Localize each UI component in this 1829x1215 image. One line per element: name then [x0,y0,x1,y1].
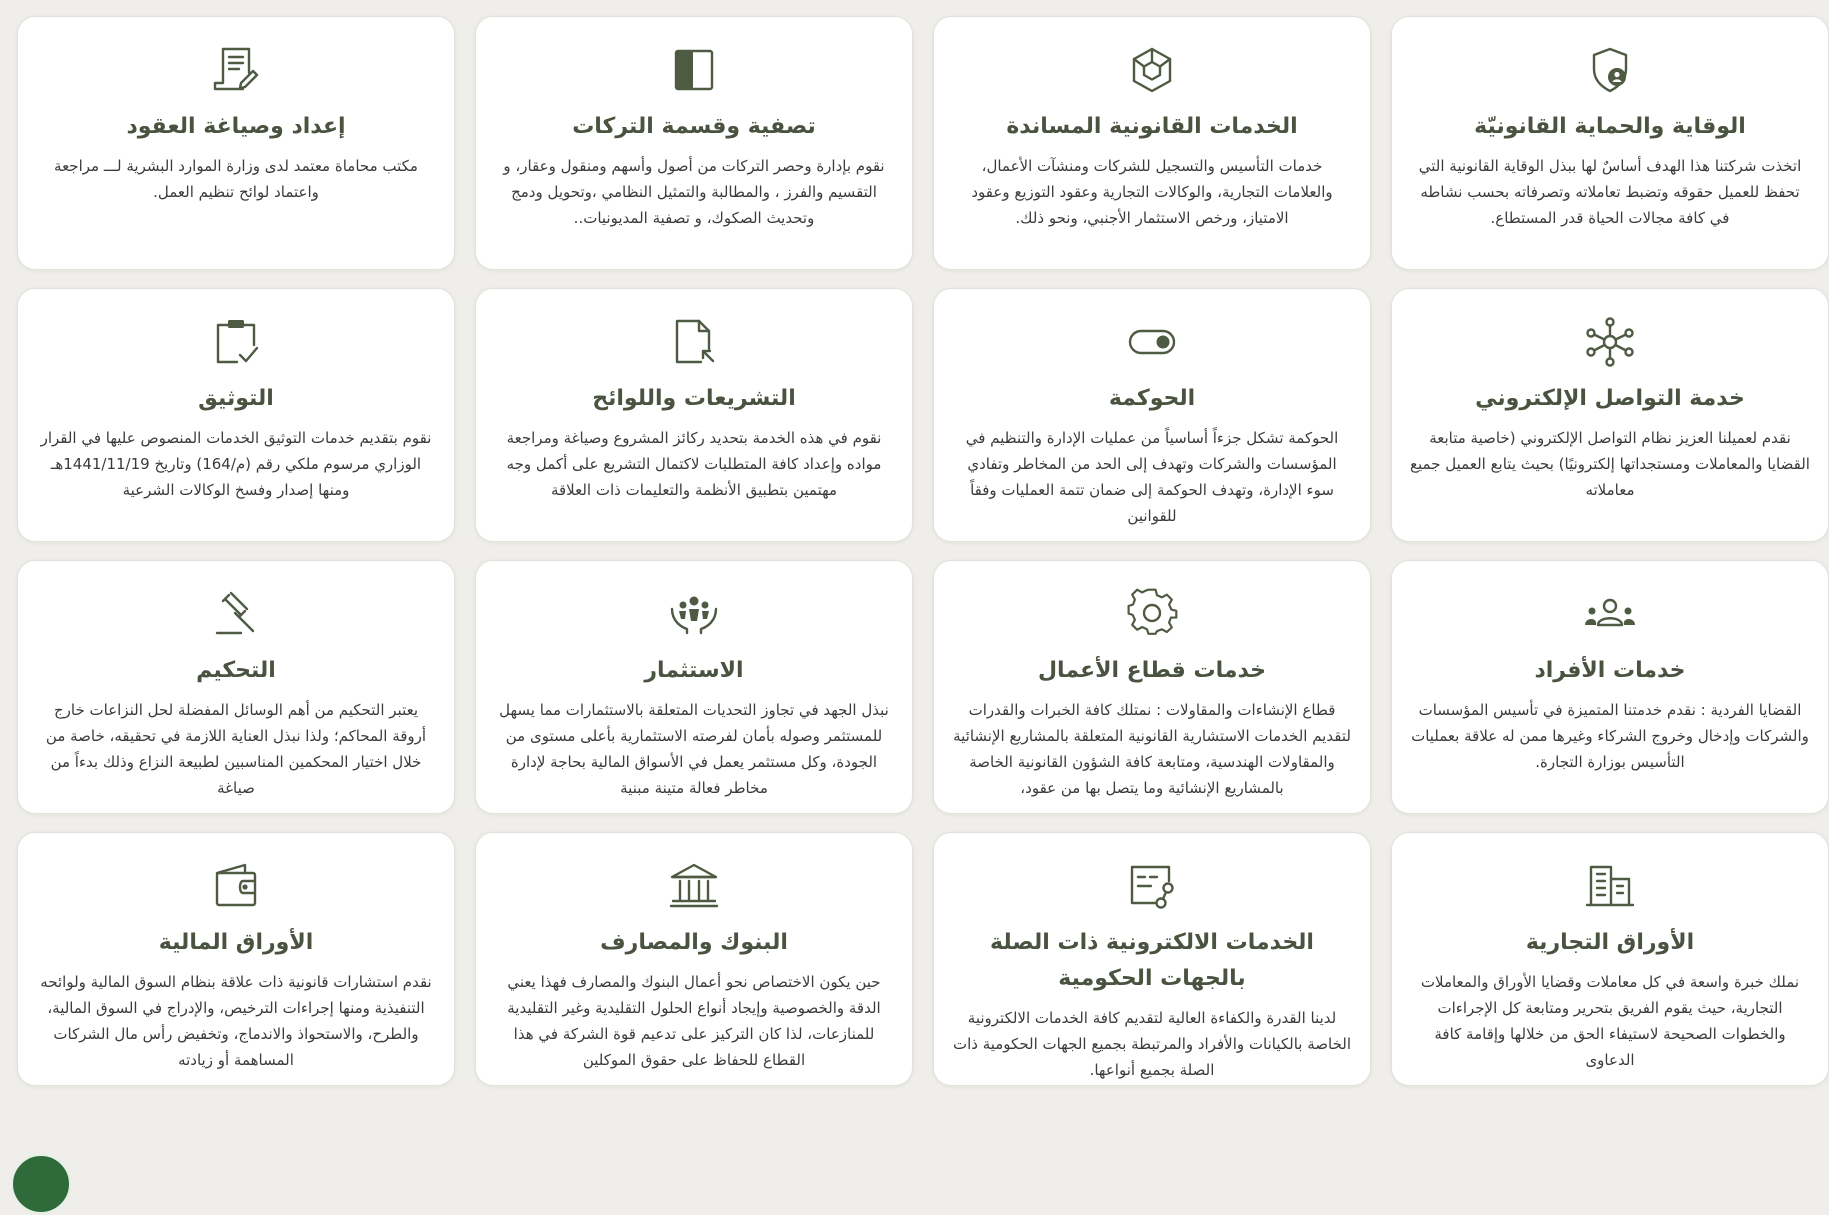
network-icon [1583,315,1637,369]
card-title: التوثيق [36,381,436,417]
card-title: التحكيم [36,653,436,689]
card-title: الأوراق المالية [36,925,436,961]
service-card-business[interactable] [933,560,1371,814]
gavel-icon [209,587,263,641]
card-description: يعتبر التحكيم من أهم الوسائل المفضلة لحل النزاعات خارج أروقة المحاكم؛ ولذا نبذل العناية اللازمة في تحقيقه، خاصة من خلال اختيار المحكمين المناسبين لطبيعة النزاع وذلك بدءاً من صياغة [36,697,436,801]
contract-pen-icon [209,43,263,97]
bank-icon [667,859,721,913]
services-grid [0,16,1829,1086]
service-card-arbitration[interactable] [17,560,455,814]
card-title: الخدمات الالكترونية ذات الصلة بالجهات الحكومية [952,925,1352,997]
flowchart-icon [1125,859,1179,913]
wallet-icon [209,859,263,913]
card-title: التشريعات واللوائح [494,381,894,417]
floating-action-button[interactable] [10,1153,72,1215]
gear-icon [1125,587,1179,641]
building-icon [1583,859,1637,913]
card-title: الحوكمة [952,381,1352,417]
people-support-icon [667,587,721,641]
card-description: نقدم لعميلنا العزيز نظام التواصل الإلكتروني (خاصية متابعة القضايا والمعاملات ومستجداتها إلكترونيًا) بحيث يتابع العميل جميع معاملاته [1410,425,1810,503]
card-description: قطاع الإنشاءات والمقاولات : نمتلك كافة الخبرات والقدرات لتقديم الخدمات الاستشارية القانونية المتعلقة بالمشاريع الإنشائية والمقاولات الهندسية، ومتابعة كافة الشؤون القانونية الخاصة بالمشاريع الإنشائية وما يتصل بها من عقود، [952,697,1352,801]
group-icon [1583,587,1637,641]
card-description: نبذل الجهد في تجاوز التحديات المتعلقة بالاستثمارات مما يسهل للمستثمر وصوله بأمان لفرصته الاستثمارية بأعلى مستوى من الجودة، وكل مستثمر يعمل في الأسواق المالية بحاجة لإدارة مخاطر فعالة متينة مبنية [494,697,894,801]
service-card-investment[interactable] [475,560,913,814]
card-description: نقدم استشارات قانونية ذات علاقة بنظام السوق المالية ولوائحه التنفيذية ومنها إجراءات الترخيص، والإدراج في السوق المالية، والطرح، والاستحواذ والاندماج، وتخفيض رأس مال الشركات المساهمة أو زيادته [36,969,436,1073]
service-card-individuals[interactable] [1391,560,1829,814]
card-description: نقوم بتقديم خدمات التوثيق الخدمات المنصوص عليها في القرار الوزاري مرسوم ملكي رقم (م/164) وتاريخ 1441/11/19هـ ومنها إصدار وفسخ الوكالات الشرعية [36,425,436,503]
card-description: مكتب محاماة معتمد لدى وزارة الموارد البشرية لـــ مراجعة واعتماد لوائح تنظيم العمل. [36,153,436,205]
service-card-legislation[interactable] [475,288,913,542]
clipboard-check-icon [209,315,263,369]
split-square-icon [667,43,721,97]
card-description: الحوكمة تشكل جزءاً أساسياً من عمليات الإدارة والتنظيم في المؤسسات والشركات وتهدف إلى الحد من المخاطر وتفادي سوء الإدارة، وتهدف الحوكمة إلى ضمان تتمة العمليات وفقاً للقوانين [952,425,1352,529]
card-title: الاستثمار [494,653,894,689]
service-card-commercial-papers[interactable] [1391,832,1829,1086]
service-card-legal-protection[interactable] [1391,16,1829,270]
card-title: خدمات قطاع الأعمال [952,653,1352,689]
card-title: خدمات الأفراد [1410,653,1810,689]
card-description: اتخذت شركتنا هذا الهدف أساسٌ لها ببذل الوقاية القانونية التي تحفظ للعميل حقوقه وتضبط تعاملاته وتصرفاته بحسب نشاطه في كافة مجالات الحياة قدر المستطاع. [1410,153,1810,231]
service-card-support-services[interactable] [933,16,1371,270]
service-card-e-communication[interactable] [1391,288,1829,542]
cube-icon [1125,43,1179,97]
file-cursor-icon [667,315,721,369]
card-description: نملك خبرة واسعة في كل معاملات وقضايا الأوراق والمعاملات التجارية، حيث يقوم الفريق بتحرير ومتابعة كل الإجراءات والخطوات الصحيحة لاستيفاء الحق من خلالها وإقامة كافة الدعاوى [1410,969,1810,1073]
card-description: لدينا القدرة والكفاءة العالية لتقديم كافة الخدمات الالكترونية الخاصة بالكيانات والأفراد والمرتبطة بجميع الجهات الحكومية ذات الصلة بجميع أنواعها. [952,1005,1352,1083]
card-title: تصفية وقسمة التركات [494,109,894,145]
service-card-gov-e-services[interactable] [933,832,1371,1086]
card-description: نقوم بإدارة وحصر التركات من أصول وأسهم ومنقول وعقار، و التقسيم والفرز ، والمطالبة والتمثيل النظامي ،وتحويل ودمج وتحديث الصكوك، و تصفية المديونيات.. [494,153,894,231]
card-title: الوقاية والحماية القانونيّة [1410,109,1810,145]
service-card-contracts[interactable] [17,16,455,270]
card-description: نقوم في هذه الخدمة بتحديد ركائز المشروع وصياغة ومراجعة مواده وإعداد كافة المتطلبات لاكتمال التشريع على أكمل وجه مهتمين بتطبيق الأنظمة والتعليمات ذات العلاقة [494,425,894,503]
toggle-icon [1125,315,1179,369]
card-title: إعداد وصياغة العقود [36,109,436,145]
card-title: البنوك والمصارف [494,925,894,961]
card-title: الأوراق التجارية [1410,925,1810,961]
shield-person-icon [1583,43,1637,97]
card-description: حين يكون الاختصاص نحو أعمال البنوك والمصارف فهذا يعني الدقة والخصوصية وإيجاد أنواع الحلول التقليدية وغير التقليدية للمنازعات، لذا كان التركيز على تدعيم قوة الشركة في هذا القطاع للحفاظ على حقوق الموكلين [494,969,894,1073]
card-description: خدمات التأسيس والتسجيل للشركات ومنشآت الأعمال، والعلامات التجارية، والوكالات التجارية وعقود التوزيع وعقود الامتياز، ورخص الاستثمار الأجنبي، ونحو ذلك. [952,153,1352,231]
service-card-banks[interactable] [475,832,913,1086]
service-card-securities[interactable] [17,832,455,1086]
service-card-estates[interactable] [475,16,913,270]
card-description: القضايا الفردية : نقدم خدمتنا المتميزة في تأسيس المؤسسات والشركات وإدخال وخروج الشركاء وغيرها ممن له علاقة بعمليات التأسيس بوزارة التجارة. [1410,697,1810,775]
service-card-notarization[interactable] [17,288,455,542]
card-title: خدمة التواصل الإلكتروني [1410,381,1810,417]
card-title: الخدمات القانونية المساندة [952,109,1352,145]
service-card-governance[interactable] [933,288,1371,542]
